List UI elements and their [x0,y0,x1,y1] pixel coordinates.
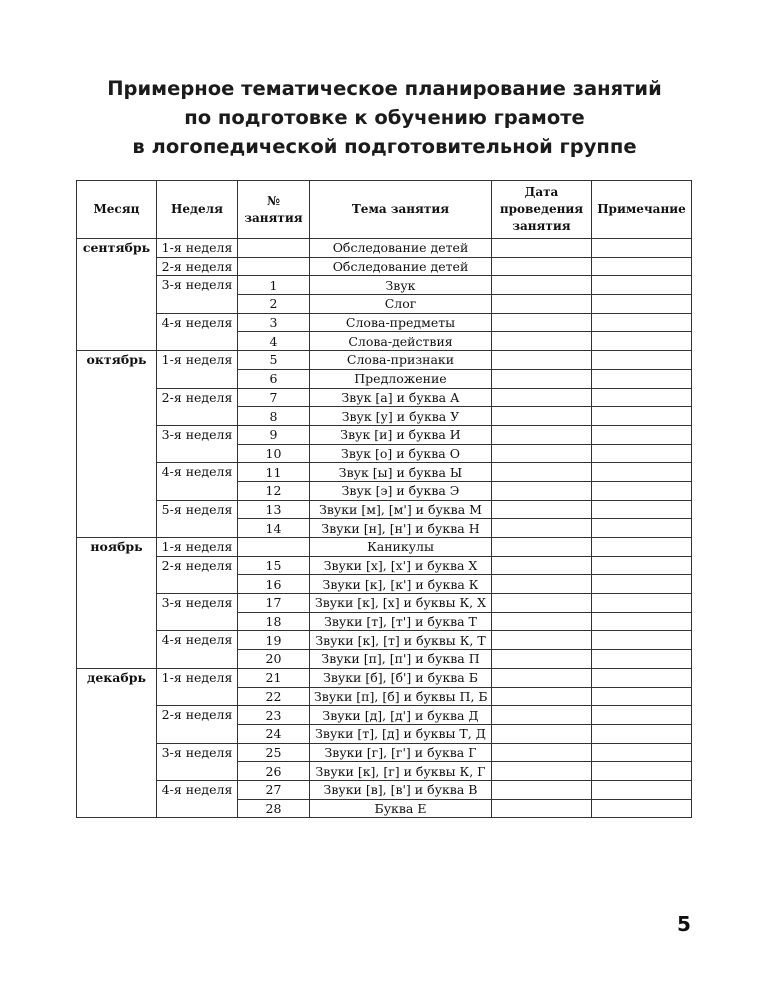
cell-topic: Слова-предметы [310,313,492,332]
cell-topic: Звук [у] и буква У [310,407,492,426]
cell-note [592,724,692,743]
cell-lesson-number: 14 [238,519,310,538]
cell-date [492,519,592,538]
cell-note [592,594,692,613]
header-week: Неделя [157,181,238,239]
cell-note [592,780,692,799]
cell-week: 3-я неделя [157,276,238,313]
cell-note [592,257,692,276]
cell-lesson-number: 26 [238,762,310,781]
cell-topic: Обследование детей [310,239,492,258]
table-row [77,780,692,799]
cell-topic: Звуки [б], [б'] и буква Б [310,668,492,687]
cell-date [492,313,592,332]
cell-lesson-number: 24 [238,724,310,743]
cell-note [592,762,692,781]
cell-note [592,575,692,594]
cell-week: 2-я неделя [157,706,238,743]
cell-week: 4-я неделя [157,631,238,668]
cell-date [492,706,592,725]
header-date [492,181,592,239]
page-number: 5 [677,912,691,936]
cell-date [492,500,592,519]
cell-note [592,500,692,519]
cell-topic: Обследование детей [310,257,492,276]
cell-topic: Звуки [п], [б] и буквы П, Б [310,687,492,706]
planning-table [76,180,692,818]
cell-note [592,239,692,258]
table-row [77,239,692,258]
header-date-line-1: Дата [524,185,559,199]
cell-topic: Слова-признаки [310,351,492,370]
table-row [77,351,692,370]
cell-topic: Звуки [к], [т] и буквы К, Т [310,631,492,650]
cell-lesson-number [238,538,310,557]
header-number-word: занятия [244,210,303,225]
table-row [77,425,692,444]
cell-topic: Звуки [д], [д'] и буква Д [310,706,492,725]
cell-note [592,407,692,426]
cell-date [492,687,592,706]
cell-topic: Буква Е [310,799,492,818]
cell-month: декабрь [77,668,157,818]
table-header-row [77,181,692,239]
cell-date [492,743,592,762]
cell-note [592,369,692,388]
cell-note [592,612,692,631]
cell-week: 1-я неделя [157,239,238,258]
cell-lesson-number [238,239,310,258]
cell-lesson-number: 5 [238,351,310,370]
table-row [77,276,692,295]
cell-topic: Звуки [к], [к'] и буква К [310,575,492,594]
cell-date [492,481,592,500]
cell-date [492,724,592,743]
cell-lesson-number [238,257,310,276]
cell-lesson-number: 3 [238,313,310,332]
cell-date [492,444,592,463]
cell-note [592,295,692,314]
cell-month: ноябрь [77,538,157,669]
cell-date [492,351,592,370]
cell-topic: Звуки [х], [х'] и буква Х [310,556,492,575]
cell-note [592,425,692,444]
cell-date [492,239,592,258]
table-row [77,594,692,613]
table-row [77,668,692,687]
header-lesson-number [238,181,310,239]
cell-lesson-number: 15 [238,556,310,575]
table-row [77,706,692,725]
cell-date [492,295,592,314]
cell-lesson-number: 11 [238,463,310,482]
cell-week: 4-я неделя [157,780,238,817]
cell-topic: Каникулы [310,538,492,557]
cell-date [492,575,592,594]
header-note: Примечание [592,181,692,239]
title-line-2: по подготовке к обучению грамоте [184,106,585,129]
cell-topic: Звуки [к], [г] и буквы К, Г [310,762,492,781]
cell-topic: Звуки [п], [п'] и буква П [310,650,492,669]
cell-week: 4-я неделя [157,463,238,500]
cell-lesson-number: 4 [238,332,310,351]
cell-topic: Звук [и] и буква И [310,425,492,444]
cell-date [492,257,592,276]
cell-lesson-number: 7 [238,388,310,407]
table-row [77,556,692,575]
cell-topic: Звук [а] и буква А [310,388,492,407]
cell-topic: Звуки [г], [г'] и буква Г [310,743,492,762]
cell-week: 1-я неделя [157,351,238,388]
cell-week: 5-я неделя [157,500,238,537]
table-row [77,388,692,407]
cell-lesson-number: 10 [238,444,310,463]
cell-note [592,650,692,669]
title-line-1: Примерное тематическое планирование занятий [107,77,662,100]
cell-date [492,780,592,799]
cell-week: 2-я неделя [157,257,238,276]
cell-note [592,556,692,575]
cell-lesson-number: 13 [238,500,310,519]
header-topic: Тема занятия [310,181,492,239]
cell-lesson-number: 19 [238,631,310,650]
cell-note [592,332,692,351]
cell-note [592,668,692,687]
cell-week: 3-я неделя [157,743,238,780]
cell-note [592,631,692,650]
cell-week: 2-я неделя [157,388,238,425]
header-number-sign: № [266,193,281,208]
cell-topic: Звуки [к], [х] и буквы К, Х [310,594,492,613]
cell-week: 1-я неделя [157,668,238,705]
cell-topic: Звуки [н], [н'] и буква Н [310,519,492,538]
header-month: Месяц [77,181,157,239]
cell-lesson-number: 16 [238,575,310,594]
header-date-line-3: занятия [512,219,571,233]
cell-date [492,650,592,669]
cell-week: 3-я неделя [157,594,238,631]
cell-lesson-number: 28 [238,799,310,818]
cell-note [592,706,692,725]
cell-note [592,519,692,538]
cell-month: октябрь [77,351,157,538]
cell-lesson-number: 27 [238,780,310,799]
cell-date [492,388,592,407]
cell-topic: Звук [э] и буква Э [310,481,492,500]
cell-lesson-number: 12 [238,481,310,500]
header-date-line-2: проведения [499,202,584,216]
table-row [77,500,692,519]
cell-date [492,556,592,575]
table-row [77,538,692,557]
cell-note [592,538,692,557]
table-body [77,239,692,818]
title-line-3: в логопедической подготовительной группе [132,135,637,158]
cell-date [492,463,592,482]
cell-date [492,369,592,388]
cell-lesson-number: 21 [238,668,310,687]
cell-date [492,538,592,557]
cell-date [492,799,592,818]
cell-week: 1-я неделя [157,538,238,557]
cell-lesson-number: 6 [238,369,310,388]
cell-note [592,388,692,407]
cell-lesson-number: 9 [238,425,310,444]
cell-note [592,481,692,500]
cell-topic: Слог [310,295,492,314]
cell-note [592,743,692,762]
cell-note [592,687,692,706]
table-row [77,743,692,762]
cell-week: 2-я неделя [157,556,238,593]
cell-date [492,407,592,426]
table-row [77,631,692,650]
cell-topic: Звуки [т], [д] и буквы Т, Д [310,724,492,743]
cell-topic: Звуки [м], [м'] и буква М [310,500,492,519]
cell-lesson-number: 22 [238,687,310,706]
cell-date [492,668,592,687]
cell-month: сентябрь [77,239,157,351]
cell-note [592,463,692,482]
cell-topic: Звуки [в], [в'] и буква В [310,780,492,799]
table-row [77,463,692,482]
cell-week: 3-я неделя [157,425,238,462]
cell-topic: Звук [310,276,492,295]
cell-lesson-number: 23 [238,706,310,725]
cell-lesson-number: 20 [238,650,310,669]
cell-topic: Звуки [т], [т'] и буква Т [310,612,492,631]
cell-note [592,351,692,370]
cell-note [592,799,692,818]
cell-note [592,313,692,332]
cell-lesson-number: 17 [238,594,310,613]
table-row [77,313,692,332]
cell-lesson-number: 25 [238,743,310,762]
cell-date [492,612,592,631]
cell-week: 4-я неделя [157,313,238,350]
cell-date [492,594,592,613]
table-row [77,257,692,276]
cell-lesson-number: 2 [238,295,310,314]
page-title [0,74,769,161]
cell-topic: Звук [ы] и буква Ы [310,463,492,482]
cell-topic: Слова-действия [310,332,492,351]
cell-lesson-number: 18 [238,612,310,631]
cell-date [492,631,592,650]
cell-topic: Предложение [310,369,492,388]
cell-date [492,276,592,295]
cell-topic: Звук [о] и буква О [310,444,492,463]
cell-lesson-number: 1 [238,276,310,295]
cell-lesson-number: 8 [238,407,310,426]
cell-note [592,276,692,295]
cell-date [492,762,592,781]
cell-date [492,425,592,444]
cell-note [592,444,692,463]
cell-date [492,332,592,351]
